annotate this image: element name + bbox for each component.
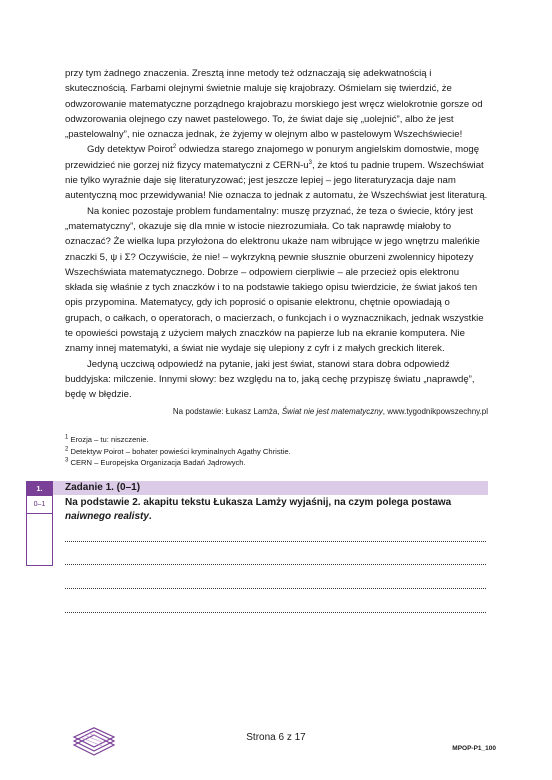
paragraph-2 <box>65 142 488 203</box>
task-points-range: 0–1 <box>27 496 52 514</box>
answer-line[interactable] <box>65 564 486 565</box>
paragraph-1: przy tym żadnego znaczenia. Zresztą inne metody też odznaczają się adekwatnością i skutecznością. Farbami olejnymi świetnie maluje się krajobrazy. Ośmielam się twierdzić, że odwzorowanie matematyczne porządnego krajobrazu morskiego jest wręcz wielokrotnie gorsze od odwzorowania olejnego czy nawet pastelowego. To, że świat daje się „uolejnić”, albo że jest „pastelowalny”, nie oznacza jednak, że żyjemy w olejnym albo w pastelowym Wszechświecie! <box>65 68 483 141</box>
paragraph-4: Jedyną uczciwą odpowiedź na pytanie, jaki jest świat, stanowi stara dobra odpowiedź buddyjska: milczenie. Innymi słowy: bez względu na to, jaką cechę przypiszę światu „naprawdę”, będę w błędzie. <box>65 358 475 401</box>
task-question-text: Na podstawie 2. akapitu tekstu Łukasza Lamży wyjaśnij, na czym polega postawa <box>65 497 452 508</box>
answer-line[interactable] <box>65 588 486 589</box>
answer-line[interactable] <box>65 541 486 542</box>
article-text <box>65 66 488 403</box>
task-score-box <box>26 481 53 566</box>
footnote-3 <box>65 457 488 469</box>
footnote-ref-2: 2 <box>172 144 177 151</box>
task-question <box>65 496 488 523</box>
footnotes <box>65 434 488 469</box>
footnote-3-number: 3 <box>65 457 69 464</box>
footnote-2-number: 2 <box>65 446 69 453</box>
task-title: Zadanie 1. (0–1) <box>53 481 488 495</box>
task-question-end: . <box>148 510 152 522</box>
paragraph-2-part-b: odwiedza starego znajomego w ponurym angielskim domostwie, mogę przewidzieć nie gorzej niż fizycy matematyczni z CERN-u <box>65 144 480 171</box>
exam-code: MPOP-P1_100 <box>452 745 496 752</box>
source-suffix: , www.tygodnikpowszechny.pl <box>382 407 488 416</box>
task-number: 1. <box>27 482 52 496</box>
task-score-field[interactable] <box>27 514 52 566</box>
paragraph-2-part-a: Gdy detektyw Poirot <box>87 144 173 156</box>
answer-line[interactable] <box>65 612 486 613</box>
source-title: Świat nie jest matematyczny <box>281 407 383 416</box>
footnote-2-text: Detektyw Poirot – bohater powieści kryminalnych Agathy Christie. <box>68 446 291 456</box>
footnote-3-text: CERN – Europejska Organizacja Badań Jądrowych. <box>68 458 246 468</box>
paragraph-3: Na koniec pozostaje problem fundamentalny: muszę przyznać, że teza o świecie, który jest „matematyczny”, okazuje się dla mnie w istocie niezrozumiała. Co tak naprawdę miałoby to oznaczać? Że wielka lupa przyłożona do elektronu ukaże nam wibrujące w jego wnętrzu maleńkie znaczki 5, ψ i Σ? Oczywiście, że nie! – wykrzykną pewnie słusznie oburzeni zwolennicy hipotezy Wszechświata matematycznego. Dobrze – odpowiem cierpliwie – ale przecież opis elektronu składa się właśnie z tych znaczków i to na podstawie takiego opisu twierdzicie, że świat jakoś ten opis przypomina. Matematycy, gdy ich poprosić o opisanie elektronu, chętnie opowiadają o grupach, o całkach, o operatorach, o macierzach, o funkcjach i o wyznacznikach, jednak wszystkie te opowieści powstają z użyciem małych znaczków na papierze lub na ekranie komputera. Nie znamy innej matematyki, a świat nie wydaje się ulepiony z cyfr i z małych greckich literek. <box>65 205 484 355</box>
source-prefix: Na podstawie: Łukasz Lamża, <box>172 407 282 416</box>
source-citation <box>65 407 488 416</box>
footnote-1-number: 1 <box>65 434 69 441</box>
page-number: Strona 6 z 17 <box>246 732 306 743</box>
task-question-term: naiwnego realisty <box>65 510 149 522</box>
footnote-ref-3: 3 <box>308 159 312 166</box>
footnote-2 <box>65 446 488 458</box>
footnote-1-text: Erozja – tu: niszczenie. <box>68 435 149 444</box>
paragraph-2-part-c: , że ktoś tu padnie trupem. Wszechświat nie tylko wyraźnie daje się literaturyzować; jest jeszcze lepiej – jego literaturyzacja daje nam autentyczną moc przewidywania! Nie oznacza to jednak z automatu, że Wszechświat jest literaturą. <box>65 159 488 202</box>
footnote-1 <box>65 434 488 446</box>
